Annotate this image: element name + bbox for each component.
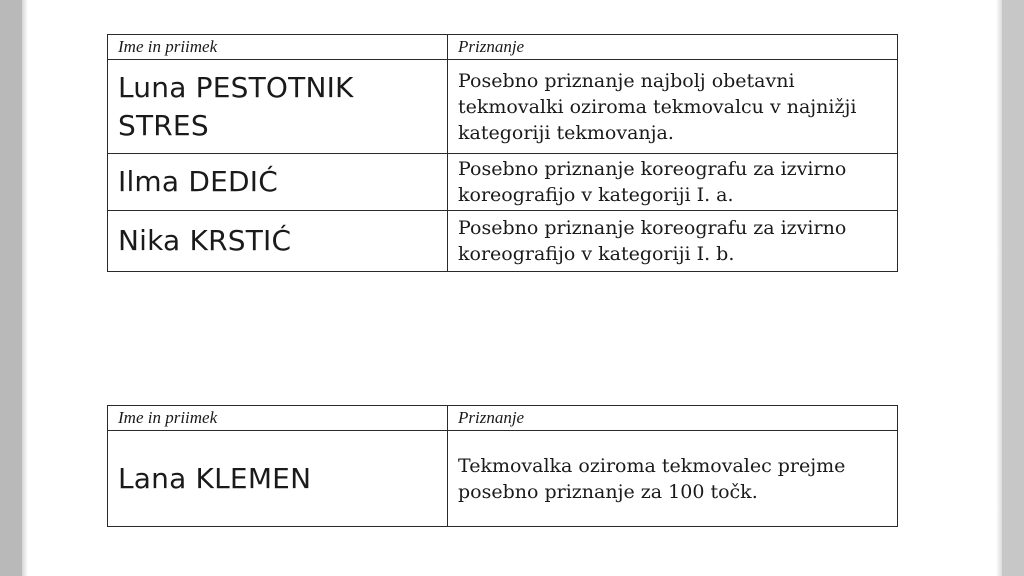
recipient-name xyxy=(108,60,448,154)
awards-table-1 xyxy=(107,34,898,272)
header-award: Priznanje xyxy=(448,406,898,431)
award-description: Tekmovalka oziroma tekmovalec prejme posebno priznanje za 100 točk. xyxy=(448,431,898,527)
left-page-edge xyxy=(0,0,22,576)
recipient-name-line1: Luna PESTOTNIK xyxy=(118,70,354,104)
table-row xyxy=(108,60,898,154)
recipient-name: Nika KRSTIĆ xyxy=(108,211,448,272)
header-name: Ime in priimek xyxy=(108,406,448,431)
award-description: Posebno priznanje koreografu za izvirno koreografijo v kategoriji I. a. xyxy=(448,154,898,211)
award-description: Posebno priznanje koreografu za izvirno koreografijo v kategoriji I. b. xyxy=(448,211,898,272)
award-description: Posebno priznanje najbolj obetavni tekmovalki oziroma tekmovalcu v najnižji kategoriji tekmovanja. xyxy=(448,60,898,154)
recipient-name-line2: STRES xyxy=(118,108,209,142)
table-header-row xyxy=(108,406,898,431)
table-row xyxy=(108,211,898,272)
recipient-name: Lana KLEMEN xyxy=(108,431,448,527)
table-row xyxy=(108,154,898,211)
left-edge-shadow xyxy=(22,0,28,576)
right-page-edge xyxy=(1002,0,1024,576)
right-edge-shadow xyxy=(996,0,1002,576)
table-header-row xyxy=(108,35,898,60)
awards-table-2 xyxy=(107,405,898,527)
header-name: Ime in priimek xyxy=(108,35,448,60)
recipient-name: Ilma DEDIĆ xyxy=(108,154,448,211)
header-award: Priznanje xyxy=(448,35,898,60)
table-row xyxy=(108,431,898,527)
